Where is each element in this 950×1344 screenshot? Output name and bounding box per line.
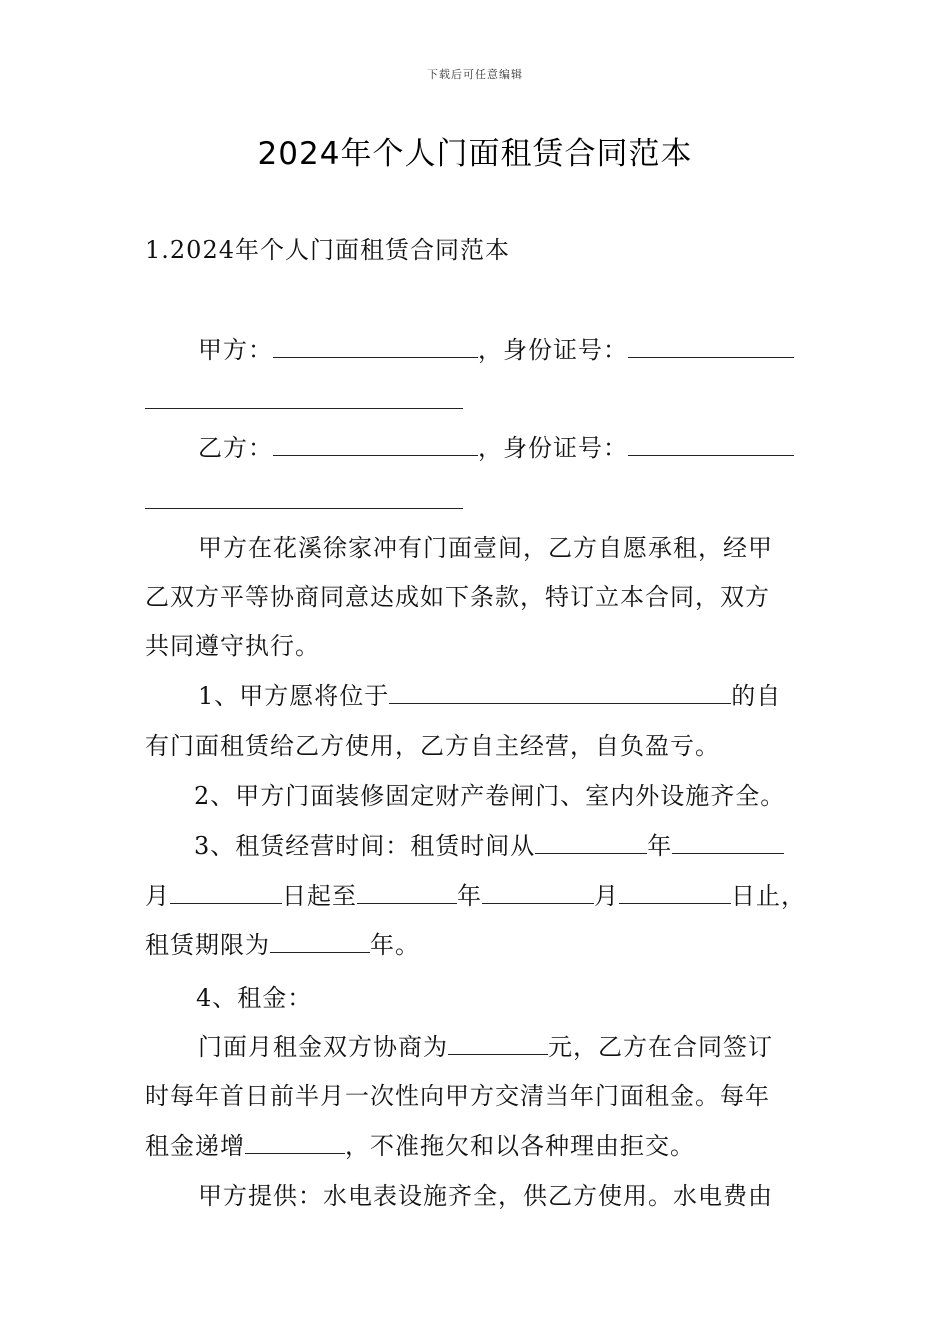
party-a-id-label: ，身份证号： <box>478 336 628 364</box>
clause-1-line-1 <box>198 680 781 712</box>
clause-4-increase-blank[interactable] <box>245 1131 345 1154</box>
document-title: 2024年个人门面租赁合同范本 <box>257 136 693 172</box>
clause-3-line-3 <box>145 929 420 961</box>
header-note: 下载后可任意编辑 <box>427 68 523 81</box>
clause-3-day-to-label: 日止， <box>731 882 806 910</box>
party-b-id-label: ，身份证号： <box>478 434 628 462</box>
clause-3-start-year-blank[interactable] <box>535 831 647 854</box>
clause-2: 2、甲方门面装修固定财产卷闸门、室内外设施齐全。 <box>194 782 786 810</box>
clause-1-prefix: 1、甲方愿将位于 <box>198 682 390 710</box>
party-b-name-blank[interactable] <box>273 433 478 456</box>
clause-3-end-year-blank[interactable] <box>357 881 457 904</box>
party-a-id-blank[interactable] <box>628 335 794 358</box>
clause-4-line-2: 时每年首日前半月一次性向甲方交清当年门面租金。每年 <box>145 1082 770 1110</box>
section-heading-text: 1.2024年个人门面租赁合同范本 <box>145 236 510 264</box>
clause-3-start-day-blank[interactable] <box>170 881 282 904</box>
utilities-line: 甲方提供：水电表设施齐全，供乙方使用。水电费由 <box>198 1182 773 1210</box>
clause-1-location-blank[interactable] <box>389 681 731 704</box>
clause-4-rent-blank[interactable] <box>448 1032 548 1055</box>
clause-3-month-label: 月 <box>145 882 170 910</box>
clause-3-start-month-blank[interactable] <box>672 831 784 854</box>
clause-3-term-blank[interactable] <box>270 930 370 953</box>
clause-4-p1-prefix: 门面月租金双方协商为 <box>198 1033 448 1061</box>
clause-4-p1-suffix: 元，乙方在合同签订 <box>548 1033 773 1061</box>
party-a-name-blank[interactable] <box>273 335 478 358</box>
clause-1-line-2: 有门面租赁给乙方使用，乙方自主经营，自负盈亏。 <box>145 732 720 760</box>
party-a-line <box>198 334 794 366</box>
party-b-line <box>198 432 794 464</box>
section-heading <box>145 234 510 266</box>
intro-line-3: 共同遵守执行。 <box>145 632 320 660</box>
clause-3-term-suffix: 年。 <box>370 931 420 959</box>
clause-4-line-1 <box>198 1031 773 1063</box>
clause-4-p3-prefix: 租金递增 <box>145 1132 245 1160</box>
clause-3-term-prefix: 租赁期限为 <box>145 931 270 959</box>
party-b-id-blank-continued[interactable] <box>145 508 463 509</box>
intro-line-2: 乙双方平等协商同意达成如下条款，特订立本合同，双方 <box>145 583 770 611</box>
party-b-id-blank[interactable] <box>628 433 794 456</box>
clause-1-suffix: 的自 <box>731 682 782 710</box>
clause-3-day-from-label: 日起至 <box>282 882 357 910</box>
clause-3-year-label: 年 <box>647 832 673 860</box>
clause-4-heading: 4、租金： <box>196 984 313 1012</box>
party-a-label: 甲方： <box>198 336 273 364</box>
clause-3-line-2 <box>145 880 806 912</box>
clause-3-prefix: 3、租赁经营时间：租赁时间从 <box>194 832 536 860</box>
clause-3-line-1 <box>194 830 784 862</box>
clause-4-p3-suffix: ，不准拖欠和以各种理由拒交。 <box>345 1132 695 1160</box>
clause-3-year2-label: 年 <box>457 882 482 910</box>
clause-3-month2-label: 月 <box>594 882 619 910</box>
intro-line-1: 甲方在花溪徐家冲有门面壹间，乙方自愿承租，经甲 <box>198 534 773 562</box>
clause-4-line-3 <box>145 1130 695 1162</box>
clause-3-end-day-blank[interactable] <box>619 881 731 904</box>
clause-3-end-month-blank[interactable] <box>482 881 594 904</box>
party-b-label: 乙方： <box>198 434 273 462</box>
party-a-id-blank-continued[interactable] <box>145 408 463 409</box>
